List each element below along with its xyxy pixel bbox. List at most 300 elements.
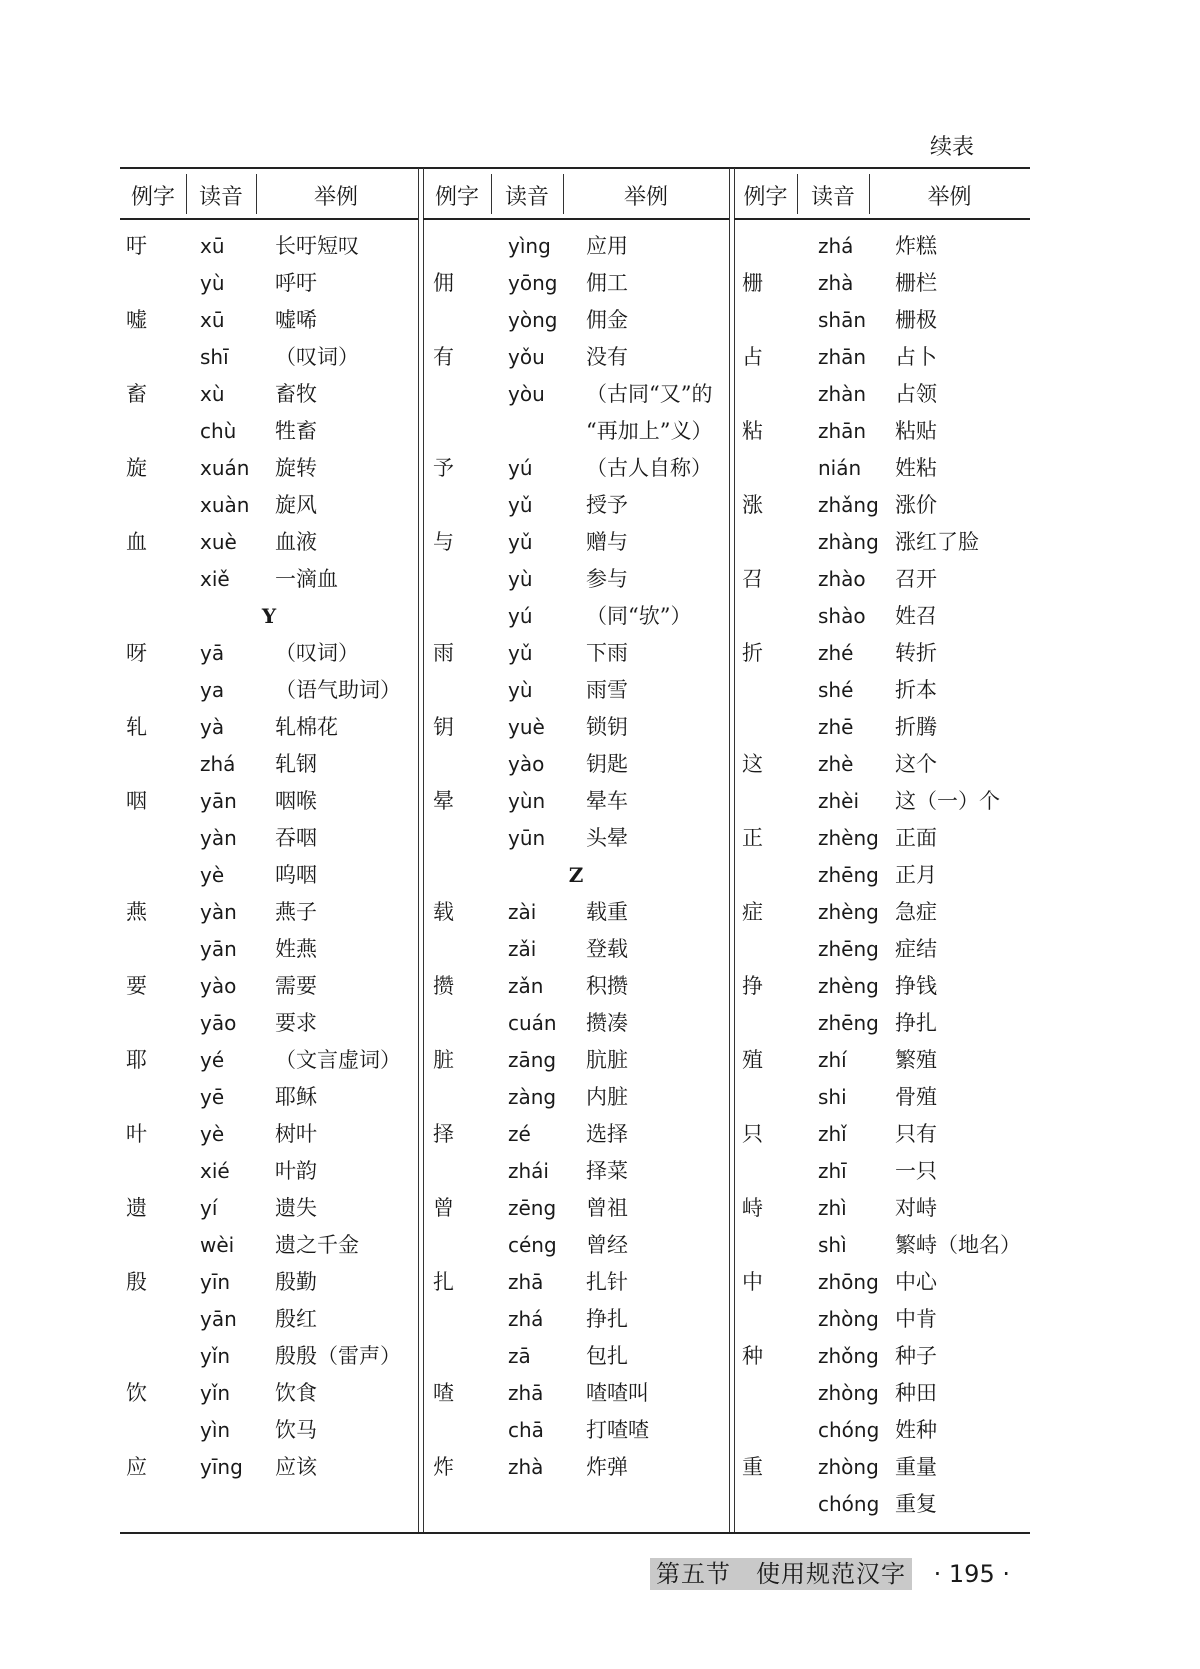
usage-example: 占领 (895, 382, 937, 406)
table-header (734, 168, 1030, 220)
table-row (423, 968, 729, 1005)
table-row (120, 709, 418, 746)
usage-example: （叹词） (275, 641, 359, 665)
pinyin-reading: yōng (508, 271, 558, 295)
pinyin-reading: zhì (818, 1196, 847, 1220)
example-char: 燕 (126, 900, 147, 924)
usage-example: 挣扎 (895, 1011, 937, 1035)
usage-example: 耶稣 (275, 1085, 317, 1109)
pinyin-reading: yòng (508, 308, 558, 332)
table-row (423, 1412, 729, 1449)
usage-example: 殷殷（雷声） (275, 1344, 401, 1368)
pinyin-reading: chóng (818, 1418, 880, 1442)
pinyin-reading: zǎi (508, 937, 537, 961)
example-char: 钥 (433, 715, 454, 739)
table-row (120, 857, 418, 894)
table-row (120, 968, 418, 1005)
pinyin-reading: yìn (200, 1418, 231, 1442)
usage-example: 晕车 (586, 789, 628, 813)
usage-example: 需要 (275, 974, 317, 998)
example-char: 折 (742, 641, 763, 665)
example-char: 殖 (742, 1048, 763, 1072)
usage-example: 载重 (586, 900, 628, 924)
pinyin-reading: yù (200, 271, 225, 295)
example-char: 正 (742, 826, 763, 850)
pinyin-reading: nián (818, 456, 862, 480)
table-row (120, 1153, 418, 1190)
table-row (423, 1190, 729, 1227)
pinyin-reading: ya (200, 678, 225, 702)
pinyin-reading: yān (200, 789, 237, 813)
example-char: 载 (433, 900, 454, 924)
table-row (423, 598, 729, 635)
table-row (734, 524, 1030, 561)
table-row (120, 783, 418, 820)
usage-example: 折本 (895, 678, 937, 702)
table-row (423, 376, 729, 413)
usage-example: 涨红了脸 (895, 530, 979, 554)
example-char: 畜 (126, 382, 147, 406)
table-row (120, 746, 418, 783)
pinyin-reading: zhǐ (818, 1122, 847, 1146)
table-row (423, 1375, 729, 1412)
table-row (120, 302, 418, 339)
usage-example: 轧钢 (275, 752, 317, 776)
usage-example: 旋风 (275, 493, 317, 517)
table-row (120, 820, 418, 857)
usage-example: 参与 (586, 567, 628, 591)
pinyin-reading: zhòng (818, 1307, 879, 1331)
table-row (734, 302, 1030, 339)
example-char: 占 (742, 345, 763, 369)
usage-example: 姓粘 (895, 456, 937, 480)
pinyin-reading: zhòng (818, 1455, 879, 1479)
usage-example: 姓召 (895, 604, 937, 628)
table-row (423, 746, 729, 783)
usage-example: 择菜 (586, 1159, 628, 1183)
pinyin-reading: zhá (818, 234, 854, 258)
usage-example: 咽喉 (275, 789, 317, 813)
table-row (423, 1042, 729, 1079)
table-row (734, 931, 1030, 968)
pinyin-reading: xū (200, 308, 225, 332)
usage-example: 召开 (895, 567, 937, 591)
section-label: 第五节 使用规范汉字 (650, 1558, 912, 1590)
pinyin-reading: shé (818, 678, 854, 702)
pinyin-reading: chóng (818, 1492, 880, 1516)
usage-example: 曾祖 (586, 1196, 628, 1220)
usage-example: 血液 (275, 530, 317, 554)
pinyin-reading: yìng (508, 234, 551, 258)
pinyin-reading: zhá (508, 1307, 544, 1331)
usage-example: 繁殖 (895, 1048, 937, 1072)
table-row (734, 1449, 1030, 1486)
pinyin-reading: yǔ (508, 493, 533, 517)
usage-example: 肮脏 (586, 1048, 628, 1072)
table-row (734, 265, 1030, 302)
pinyin-reading: zēng (508, 1196, 557, 1220)
pinyin-reading: zāng (508, 1048, 557, 1072)
table-row (120, 931, 418, 968)
pinyin-reading: zhà (818, 271, 854, 295)
usage-example: 曾经 (586, 1233, 628, 1257)
table-row (120, 487, 418, 524)
pinyin-reading: yú (508, 456, 533, 480)
table-row (423, 561, 729, 598)
pinyin-reading: xù (200, 382, 225, 406)
table-panel-3 (734, 168, 1030, 1516)
pinyin-reading: yè (200, 1122, 225, 1146)
usage-example: 叶韵 (275, 1159, 317, 1183)
usage-example: 症结 (895, 937, 937, 961)
pinyin-reading: zé (508, 1122, 531, 1146)
usage-example: 对峙 (895, 1196, 937, 1220)
table-row (734, 1264, 1030, 1301)
table-row (734, 857, 1030, 894)
example-char: 旋 (126, 456, 147, 480)
usage-example: 树叶 (275, 1122, 317, 1146)
usage-example: 中心 (895, 1270, 937, 1294)
example-char: 呀 (126, 641, 147, 665)
table-row (423, 339, 729, 376)
table-row (120, 1042, 418, 1079)
pinyin-reading: zhé (818, 641, 854, 665)
table-row (734, 709, 1030, 746)
usage-example: 殷勤 (275, 1270, 317, 1294)
usage-example: 骨殖 (895, 1085, 937, 1109)
usage-example: 炸弹 (586, 1455, 628, 1479)
table-header (120, 168, 418, 220)
pinyin-reading: xū (200, 234, 225, 258)
table-row (120, 413, 418, 450)
usage-example: 遗失 (275, 1196, 317, 1220)
usage-example: 积攒 (586, 974, 628, 998)
header-char: 例字 (434, 185, 479, 210)
usage-example: （同“欤”） (586, 604, 692, 628)
example-char: 血 (126, 530, 147, 554)
header-example: 举例 (623, 185, 668, 210)
usage-example: 内脏 (586, 1085, 628, 1109)
table-row (734, 672, 1030, 709)
usage-example: 没有 (586, 345, 628, 369)
usage-example: 饮马 (275, 1418, 317, 1442)
pinyin-reading: shī (200, 345, 229, 369)
table-row (734, 635, 1030, 672)
table-row (734, 413, 1030, 450)
example-char: 与 (433, 530, 454, 554)
pinyin-reading: zhòng (818, 1381, 879, 1405)
table-row (734, 1153, 1030, 1190)
pinyin-reading: zài (508, 900, 537, 924)
pinyin-reading: zā (508, 1344, 531, 1368)
table-panel-2 (423, 168, 729, 1479)
table-row (423, 450, 729, 487)
table-row (120, 894, 418, 931)
page-footer (650, 1553, 1010, 1595)
pinyin-reading: yǐn (200, 1344, 231, 1368)
example-char: 殷 (126, 1270, 147, 1294)
pinyin-reading: cuán (508, 1011, 557, 1035)
pinyin-reading: zhè (818, 752, 854, 776)
pinyin-reading: shān (818, 308, 867, 332)
table-row (120, 1449, 418, 1486)
example-char: 炸 (433, 1455, 454, 1479)
usage-example: 扎针 (586, 1270, 628, 1294)
pinyin-reading: zhǒng (818, 1344, 879, 1368)
table-row (423, 265, 729, 302)
usage-example: 这（一）个 (895, 789, 1000, 813)
usage-example: 授予 (586, 493, 628, 517)
pinyin-reading: xiě (200, 567, 230, 591)
usage-example: 呼吁 (275, 271, 317, 295)
table-row (120, 450, 418, 487)
example-char: 曾 (433, 1196, 454, 1220)
usage-example: （文言虚词） (275, 1048, 401, 1072)
usage-example: 应用 (586, 234, 628, 258)
table-row (423, 487, 729, 524)
pinyin-reading: yè (200, 863, 225, 887)
usage-example: 重量 (895, 1455, 937, 1479)
usage-example: 一只 (895, 1159, 937, 1183)
usage-example: 钥匙 (586, 752, 628, 776)
example-char: 有 (433, 345, 454, 369)
table-row (734, 1079, 1030, 1116)
pinyin-reading: zhái (508, 1159, 549, 1183)
pinyin-reading: yǒu (508, 345, 545, 369)
table-row (734, 1116, 1030, 1153)
usage-example: 锁钥 (586, 715, 628, 739)
pinyin-reading: zhàn (818, 382, 867, 406)
usage-example: 急症 (895, 900, 937, 924)
pinyin-reading: zhàng (818, 530, 879, 554)
usage-example: 遗之千金 (275, 1233, 359, 1257)
pinyin-reading: shì (818, 1233, 847, 1257)
pinyin-reading: yà (200, 715, 225, 739)
usage-example: 占卜 (895, 345, 937, 369)
usage-example: 折腾 (895, 715, 937, 739)
example-char: 种 (742, 1344, 763, 1368)
pinyin-reading: zhǎng (818, 493, 879, 517)
pinyin-reading: xuán (200, 456, 250, 480)
table-row (120, 1190, 418, 1227)
example-char: 雨 (433, 641, 454, 665)
table-row (734, 968, 1030, 1005)
pinyin-reading: zhōng (818, 1270, 879, 1294)
pinyin-reading: zhā (508, 1270, 544, 1294)
table-row (734, 598, 1030, 635)
table-row (120, 524, 418, 561)
pinyin-reading: xuè (200, 530, 237, 554)
usage-example: 挣扎 (586, 1307, 628, 1331)
table-header (423, 168, 729, 220)
pinyin-reading: zhā (508, 1381, 544, 1405)
table-row (120, 1412, 418, 1449)
usage-example: 旋转 (275, 456, 317, 480)
header-reading: 读音 (504, 185, 549, 210)
pinyin-reading: zhī (818, 1159, 847, 1183)
example-char: 症 (742, 900, 763, 924)
usage-example: 下雨 (586, 641, 628, 665)
table-row (120, 1227, 418, 1264)
table-row (120, 1264, 418, 1301)
header-char: 例字 (130, 185, 175, 210)
example-char: 嘘 (126, 308, 147, 332)
example-char: 粘 (742, 419, 763, 443)
pinyin-reading: zàng (508, 1085, 557, 1109)
usage-example: 涨价 (895, 493, 937, 517)
pinyin-reading: zhí (818, 1048, 847, 1072)
pinyin-reading: zhēng (818, 937, 879, 961)
table-row (423, 1264, 729, 1301)
usage-example: （古人自称） (586, 456, 712, 480)
usage-example: 燕子 (275, 900, 317, 924)
pinyin-reading: zhān (818, 419, 867, 443)
usage-example: 炸糕 (895, 234, 937, 258)
pinyin-reading: shi (818, 1085, 847, 1109)
pinyin-reading: yú (508, 604, 533, 628)
usage-example: 嘘唏 (275, 308, 317, 332)
table-row (120, 265, 418, 302)
table-panel-1 (120, 168, 418, 1479)
table-row (734, 1042, 1030, 1079)
usage-example: 选择 (586, 1122, 628, 1146)
example-char: 攒 (433, 974, 454, 998)
table-row (734, 783, 1030, 820)
pinyin-reading: zhèng (818, 900, 879, 924)
usage-example: 正月 (895, 863, 937, 887)
pinyin-reading: zhān (818, 345, 867, 369)
table-row (734, 1005, 1030, 1042)
pinyin-reading: zhē (818, 715, 854, 739)
pinyin-reading: yàn (200, 900, 237, 924)
example-char: 遗 (126, 1196, 147, 1220)
example-char: 重 (742, 1455, 763, 1479)
usage-example: 姓燕 (275, 937, 317, 961)
table-row (423, 931, 729, 968)
usage-example: （古同“又”的 (586, 382, 713, 406)
usage-example: 牲畜 (275, 419, 317, 443)
pinyin-reading: yūn (508, 826, 546, 850)
table-row (734, 1338, 1030, 1375)
usage-example: 种子 (895, 1344, 937, 1368)
table-row (423, 783, 729, 820)
pinyin-reading: yùn (508, 789, 546, 813)
table-row (734, 228, 1030, 265)
example-char: 叶 (126, 1122, 147, 1146)
pinyin-reading: zhèi (818, 789, 860, 813)
example-char: 饮 (126, 1381, 147, 1405)
table-row (120, 1116, 418, 1153)
example-char: 应 (126, 1455, 147, 1479)
table-row (423, 228, 729, 265)
column-divider-1 (418, 168, 419, 1532)
pinyin-reading: yù (508, 567, 533, 591)
example-char: 佣 (433, 271, 454, 295)
section-letter: Z (568, 863, 584, 887)
table-row (734, 746, 1030, 783)
example-char: 峙 (742, 1196, 763, 1220)
table-bottom-rule (120, 1532, 1030, 1534)
usage-example: 畜牧 (275, 382, 317, 406)
example-char: 召 (742, 567, 763, 591)
example-char: 中 (742, 1270, 763, 1294)
pinyin-reading: yé (200, 1048, 225, 1072)
table-row (120, 672, 418, 709)
table-row (120, 1079, 418, 1116)
usage-example: 中肯 (895, 1307, 937, 1331)
example-char: 栅 (742, 271, 763, 295)
table-row (734, 1486, 1030, 1523)
table-row (423, 672, 729, 709)
table-row (120, 376, 418, 413)
pinyin-reading: yīn (200, 1270, 231, 1294)
page-number: · 195 · (933, 1560, 1010, 1588)
pinyin-reading: wèi (200, 1233, 235, 1257)
table-row (120, 1301, 418, 1338)
example-char: 只 (742, 1122, 763, 1146)
table-row (423, 635, 729, 672)
usage-example: 雨雪 (586, 678, 628, 702)
table-row (423, 820, 729, 857)
table-row (734, 1375, 1030, 1412)
pinyin-reading: yān (200, 1307, 237, 1331)
usage-example: 登载 (586, 937, 628, 961)
example-char: 喳 (433, 1381, 454, 1405)
pinyin-reading: yīng (200, 1455, 243, 1479)
table-row (423, 1301, 729, 1338)
table-row (423, 1227, 729, 1264)
table-row (423, 1005, 729, 1042)
table-row (423, 1079, 729, 1116)
table-row (734, 487, 1030, 524)
pinyin-reading: zhà (508, 1455, 544, 1479)
usage-example: 重复 (895, 1492, 937, 1516)
table-row (423, 1116, 729, 1153)
pinyin-reading: xuàn (200, 493, 250, 517)
header-reading: 读音 (810, 185, 855, 210)
header-reading: 读音 (198, 185, 243, 210)
usage-example: （叹词） (275, 345, 359, 369)
table-row (734, 450, 1030, 487)
usage-example: （语气助词） (275, 678, 401, 702)
usage-example: 长吁短叹 (275, 234, 359, 258)
pinyin-reading: yuè (508, 715, 545, 739)
header-example: 举例 (313, 185, 358, 210)
usage-example: 吞咽 (275, 826, 317, 850)
table-row (120, 339, 418, 376)
table-row (734, 1301, 1030, 1338)
pinyin-reading: yāo (200, 1011, 237, 1035)
pinyin-reading: yù (508, 678, 533, 702)
usage-example: 饮食 (275, 1381, 317, 1405)
usage-example: 包扎 (586, 1344, 628, 1368)
table-row (734, 339, 1030, 376)
usage-example: 栅栏 (895, 271, 937, 295)
table-row (423, 1449, 729, 1486)
pinyin-reading: xié (200, 1159, 230, 1183)
pinyin-reading: shào (818, 604, 866, 628)
example-char: 晕 (433, 789, 454, 813)
table-row (734, 1190, 1030, 1227)
table-row (734, 894, 1030, 931)
pinyin-reading: chā (508, 1418, 544, 1442)
table-row (423, 413, 729, 450)
pinyin-reading: céng (508, 1233, 557, 1257)
example-char: 耶 (126, 1048, 147, 1072)
usage-example: 呜咽 (275, 863, 317, 887)
pinyin-reading: yí (200, 1196, 218, 1220)
usage-example: 赠与 (586, 530, 628, 554)
